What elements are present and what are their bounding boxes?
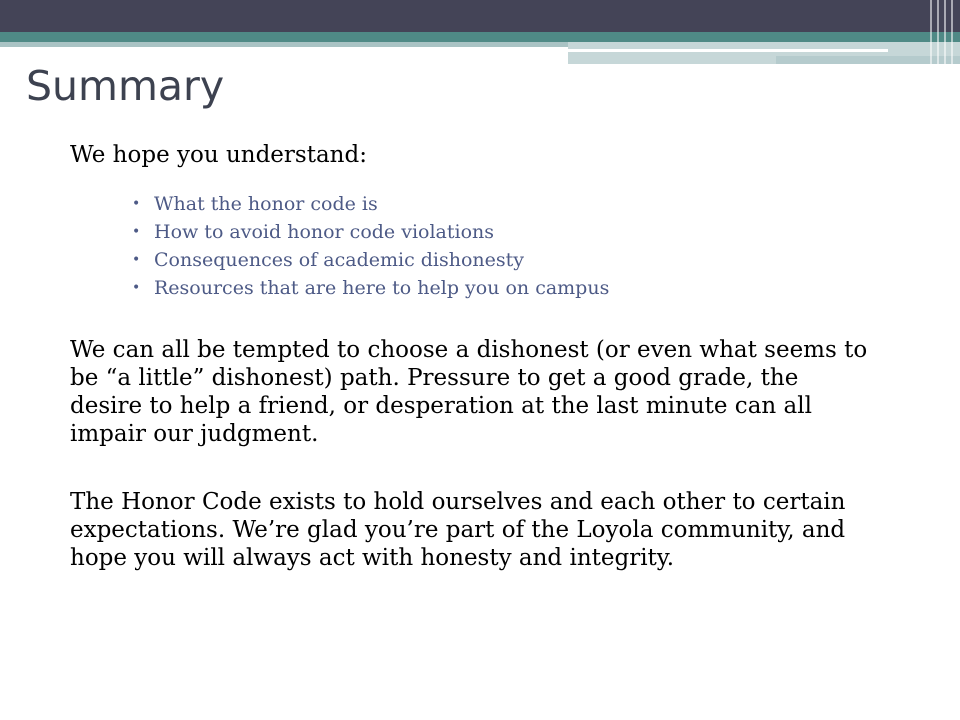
list-item-text: Consequences of academic dishonesty [154,249,525,271]
bullet-dot-icon: • [132,252,141,268]
slide-body [70,140,870,572]
bullet-dot-icon: • [132,280,141,296]
list-item [132,190,870,218]
list-item-text: How to avoid honor code violations [154,221,494,243]
intro-text: We hope you understand: [70,142,367,168]
bullet-dot-icon: • [132,196,141,212]
bullet-list [70,190,870,302]
list-item [132,246,870,274]
corner-decoration [926,0,960,64]
header-white-line [568,49,888,52]
paragraph-honor-code: The Honor Code exists to hold ourselves and each other to certain expectations. We’re glad you’re part of the Loyola community, and hope you will always act with honesty and integrity. [70,489,846,571]
header-teal-band [0,32,960,42]
list-item [132,218,870,246]
paragraph-temptation: We can all be tempted to choose a dishonest (or even what seems to be “a little” dishonest) path. Pressure to get a good grade, the desire to help a friend, or desperation at the last minute can all impair our judgment. [70,337,868,447]
header-light-band-left [0,42,568,47]
slide-title: Summary [26,62,225,110]
list-item-text: What the honor code is [154,193,378,215]
list-item-text: Resources that are here to help you on campus [154,277,610,299]
bullet-dot-icon: • [132,224,141,240]
header-dark-band [0,0,960,32]
list-item [132,274,870,302]
